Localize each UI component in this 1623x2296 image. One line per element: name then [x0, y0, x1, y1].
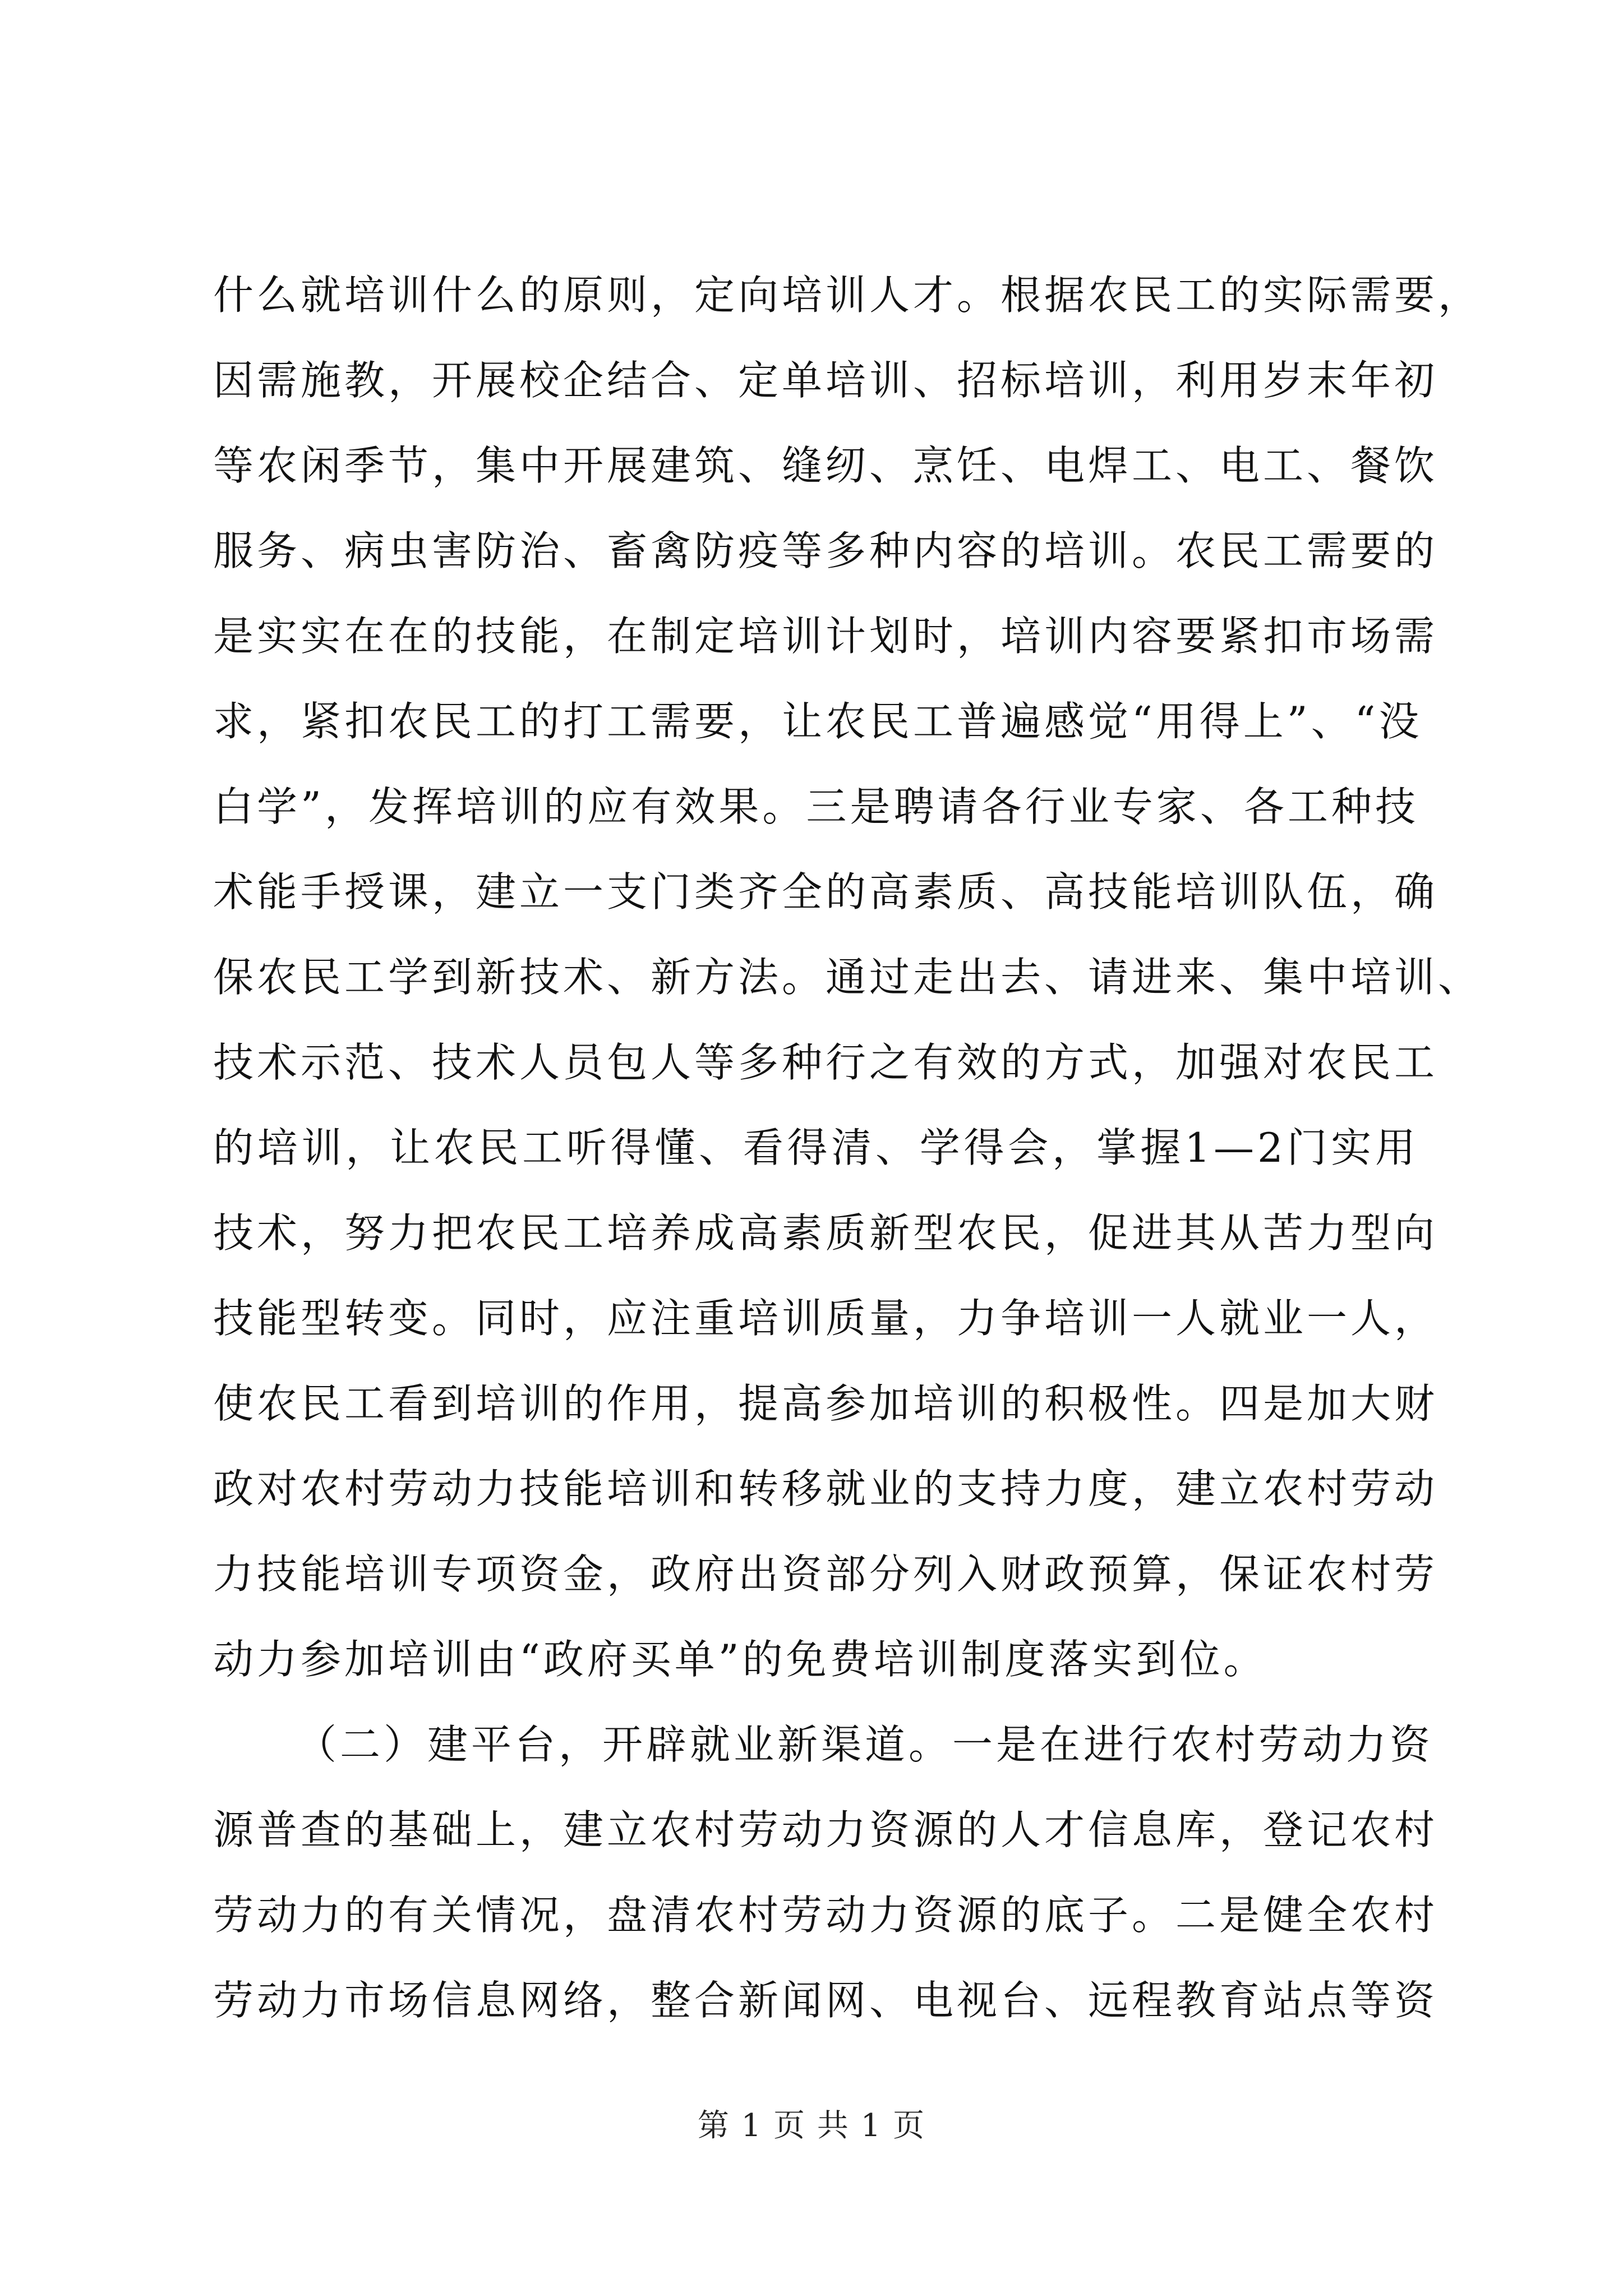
text-line: 使农民工看到培训的作用，提高参加培训的积极性。四是加大财 — [213, 1380, 1438, 1427]
text-line: 力技能培训专项资金，政府出资部分列入财政预算，保证农村劳 — [213, 1550, 1438, 1598]
text-line: 什么就培训什么的原则，定向培训人才。根据农民工的实际需要， — [213, 272, 1482, 319]
text-line: 政对农村劳动力技能培训和转移就业的支持力度，建立农村劳动 — [213, 1465, 1438, 1512]
text-line: 白学”，发挥培训的应有效果。三是聘请各行业专家、各工种技 — [213, 783, 1419, 830]
text-line: 术能手授课，建立一支门类齐全的高素质、高技能培训队伍，确 — [213, 868, 1438, 915]
text-line: 的培训，让农民工听得懂、看得清、学得会，掌握1—2门实用 — [213, 1124, 1419, 1171]
text-line: 是实实在在的技能，在制定培训计划时，培训内容要紧扣市场需 — [213, 613, 1438, 660]
text-line: 技能型转变。同时，应注重培训质量，力争培训一人就业一人， — [213, 1295, 1438, 1342]
body-text — [213, 252, 1482, 2043]
text-line: 技术，努力把农民工培养成高素质新型农民，促进其从苦力型向 — [213, 1209, 1438, 1257]
page-footer: 第 1 页 共 1 页 — [697, 2108, 926, 2144]
text-line: 等农闲季节，集中开展建筑、缝纫、烹饪、电焊工、电工、餐饮 — [213, 442, 1438, 489]
text-line: 动力参加培训由“政府买单”的免费培训制度落实到位。 — [213, 1636, 1267, 1683]
text-line: 保农民工学到新技术、新方法。通过走出去、请进来、集中培训、 — [213, 954, 1482, 1001]
text-line: 劳动力的有关情况，盘清农村劳动力资源的底子。二是健全农村 — [213, 1892, 1438, 1939]
text-line: 技术示范、技术人员包人等多种行之有效的方式，加强对农民工 — [213, 1039, 1438, 1086]
paragraph-start-line: （二）建平台，开辟就业新渠道。一是在进行农村劳动力资 — [296, 1721, 1434, 1768]
text-line: 因需施教，开展校企结合、定单培训、招标培训，利用岁末年初 — [213, 357, 1438, 404]
text-line: 服务、病虫害防治、畜禽防疫等多种内容的培训。农民工需要的 — [213, 527, 1438, 574]
text-line: 求，紧扣农民工的打工需要，让农民工普遍感觉“用得上”、“没 — [213, 698, 1423, 745]
text-line: 劳动力市场信息网络，整合新闻网、电视台、远程教育站点等资 — [213, 1977, 1438, 2024]
text-line: 源普查的基础上，建立农村劳动力资源的人才信息库，登记农村 — [213, 1806, 1438, 1853]
